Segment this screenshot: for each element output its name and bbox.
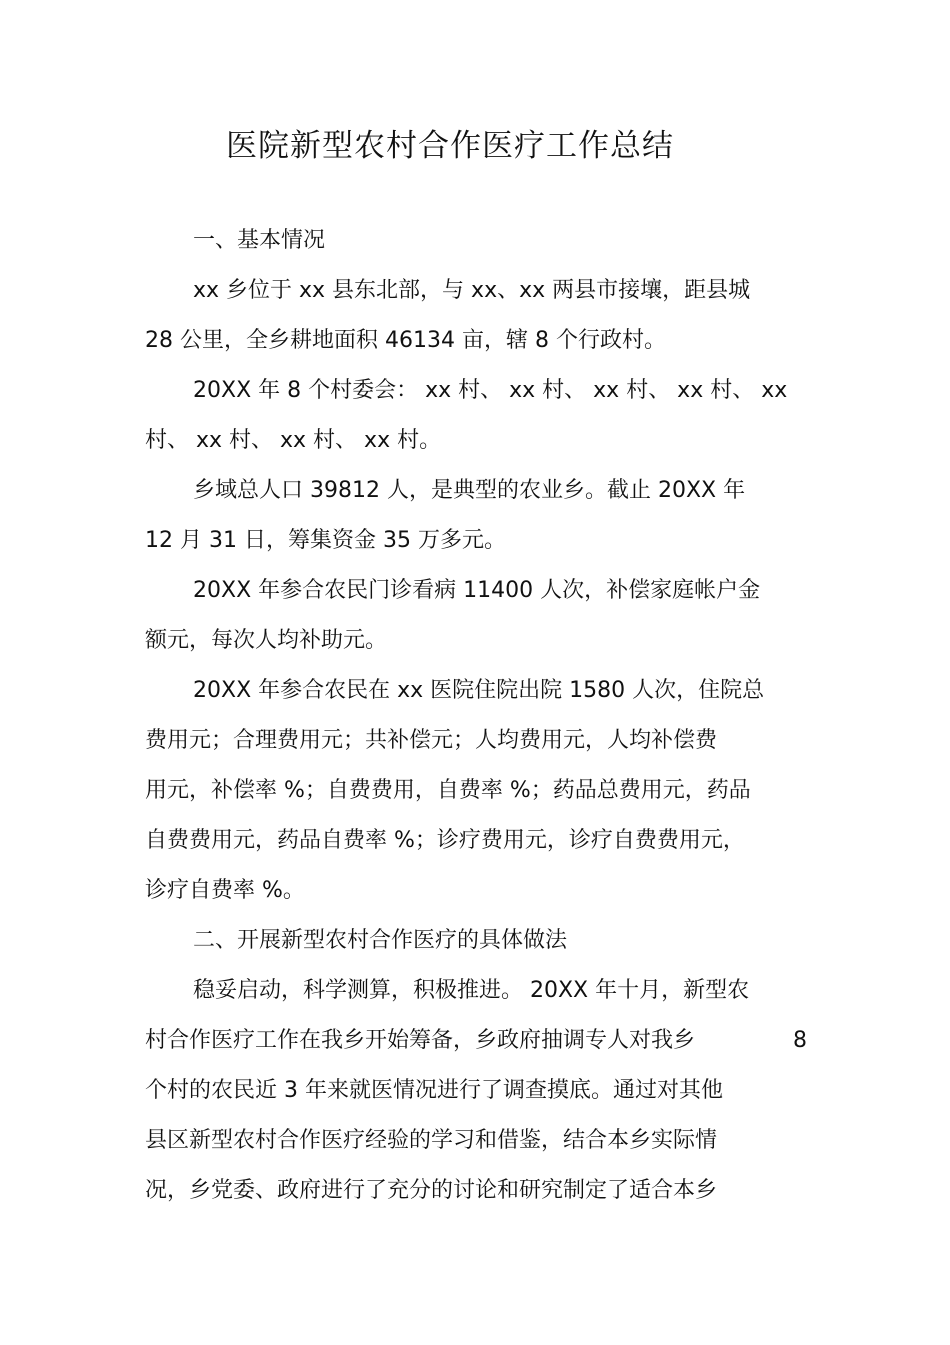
section-heading-1: 一、基本情况 <box>193 228 326 253</box>
paragraph-line: 县区新型农村合作医疗经验的学习和借鉴，结合本乡实际情 <box>145 1128 718 1153</box>
paragraph-line: 20XX 年参合农民门诊看病 11400 人次，补偿家庭帐户金 <box>193 578 761 603</box>
paragraph-line: 个村的农民近 3 年来就医情况进行了调查摸底。通过对其他 <box>145 1078 723 1103</box>
paragraph-line: 诊疗自费率 %。 <box>145 878 305 903</box>
paragraph-line: xx 乡位于 xx 县东北部，与 xx、xx 两县市接壤，距县城 <box>193 278 751 303</box>
paragraph-line: 28 公里，全乡耕地面积 46134 亩，辖 8 个行政村。 <box>145 328 666 353</box>
paragraph-line: 20XX 年参合农民在 xx 医院住院出院 1580 人次，住院总 <box>193 678 765 703</box>
paragraph-line-end: 8 <box>793 1028 807 1053</box>
paragraph-line: 20XX 年 8 个村委会： xx 村、 xx 村、 xx 村、 xx 村、 xx <box>193 378 788 403</box>
paragraph-line: 费用元；合理费用元；共补偿元；人均费用元，人均补偿费 <box>145 728 718 753</box>
paragraph-line: 村、 xx 村、 xx 村、 xx 村。 <box>145 428 442 453</box>
paragraph-line: 况，乡党委、政府进行了充分的讨论和研究制定了适合本乡 <box>145 1178 718 1203</box>
paragraph-line: 自费费用元，药品自费率 %；诊疗费用元，诊疗自费费用元， <box>145 828 745 853</box>
paragraph-line: 额元，每次人均补助元。 <box>145 628 388 653</box>
paragraph-line: 12 月 31 日，筹集资金 35 万多元。 <box>145 528 506 553</box>
paragraph-line: 用元，补偿率 %；自费费用，自费率 %；药品总费用元，药品 <box>145 778 751 803</box>
paragraph-line: 乡域总人口 39812 人，是典型的农业乡。截止 20XX 年 <box>193 478 746 503</box>
document-title: 医院新型农村合作医疗工作总结 <box>226 128 674 164</box>
paragraph-line: 稳妥启动，科学测算，积极推进。 20XX 年十月，新型农 <box>193 978 750 1003</box>
paragraph-line: 村合作医疗工作在我乡开始筹备，乡政府抽调专人对我乡 <box>145 1028 696 1053</box>
section-heading-2: 二、开展新型农村合作医疗的具体做法 <box>193 928 568 953</box>
